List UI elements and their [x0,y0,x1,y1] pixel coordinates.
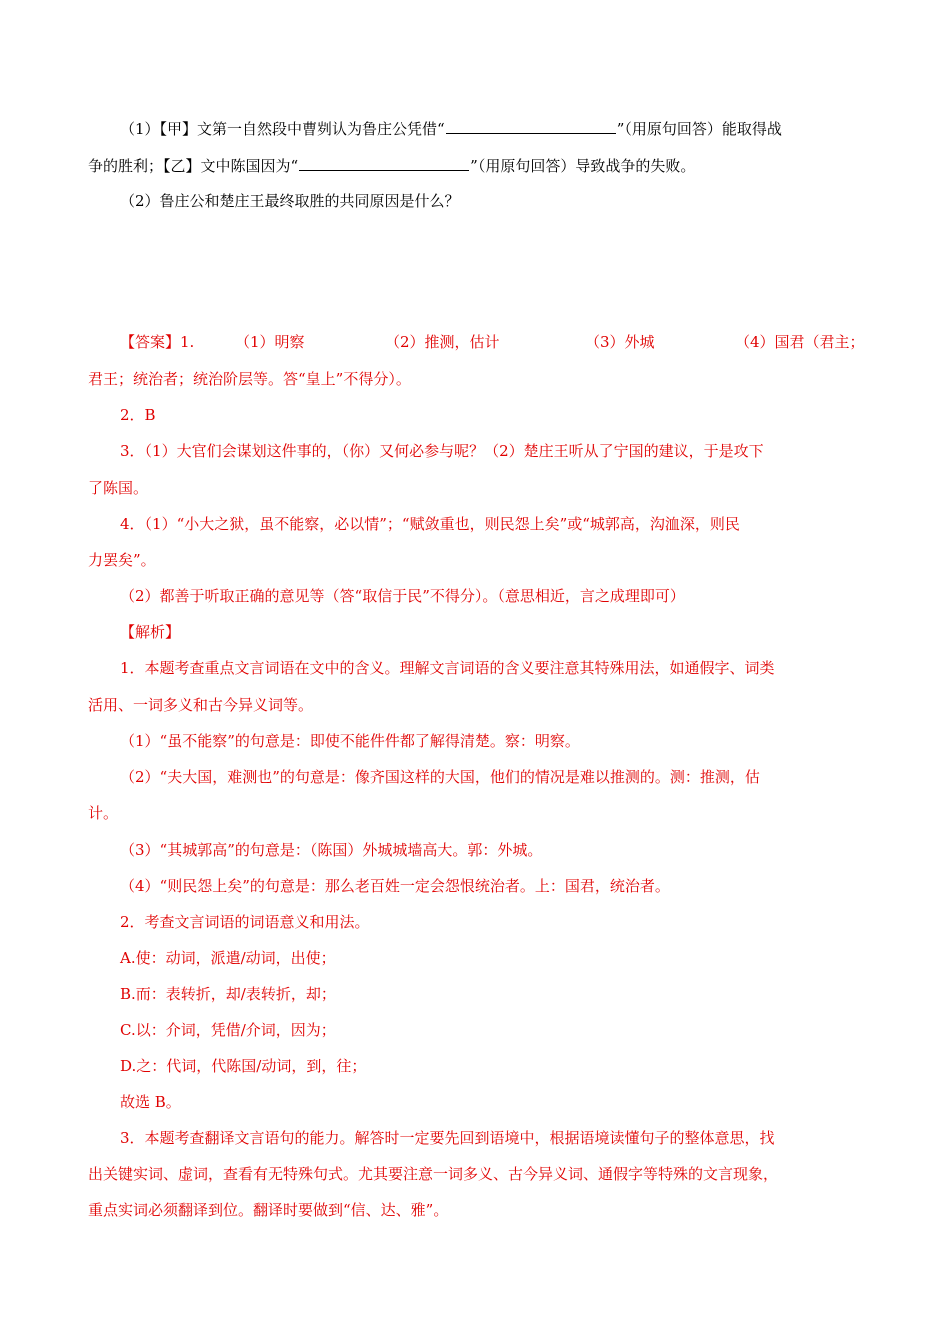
answer-blank [446,118,616,134]
answer-1-2: （2）推测，估计 [385,333,500,351]
analysis-1-a: （1）“虽不能察”的句意是：即使不能件件都了解得清楚。察：明察。 [120,732,580,750]
question-text: 争的胜利；【乙】文中陈国因为“ [88,157,299,175]
answer-line-1-cont: 君王；统治者；统治阶层等。答“皇上”不得分）。 [88,370,411,388]
analysis-2-d: D.之：代词，代陈国/动词，到，往； [120,1057,367,1075]
answer-4-line-3: （2）都善于听取正确的意见等（答“取信于民”不得分）。（意思相近，言之成理即可） [120,587,685,605]
analysis-3-line-3: 重点实词必须翻译到位。翻译时要做到“信、达、雅”。 [88,1201,449,1219]
analysis-label: 【解析】 [120,623,181,641]
answer-3-line-1: 3．（1）大官们会谋划这件事的，（你）又何必参与呢？（2）楚庄王听从了宁国的建议，于是攻下 [120,442,764,460]
answer-1-3: （3）外城 [585,333,655,351]
answer-1-4: （4）国君（君主； [735,333,865,351]
analysis-3-line-2: 出关键实词、虚词，查看有无特殊句式。尤其要注意一词多义、古今异义词、通假字等特殊的文言现象， [88,1165,779,1183]
analysis-1-c: （3）“其城郭高”的句意是：（陈国）外城城墙高大。郭：外城。 [120,841,543,859]
answer-4-line-1: 4．（1）“小大之狱，虽不能察，必以情”；“赋敛重也，则民怨上矣”或“城郭高，沟洫深，则民 [120,515,740,533]
question-text: （1）【甲】文第一自然段中曹刿认为鲁庄公凭借“ [120,120,445,138]
answer-1-1: （1）明察 [235,333,305,351]
analysis-1-d: （4）“则民怨上矣”的句意是：那么老百姓一定会怨恨统治者。上：国君，统治者。 [120,877,670,895]
answer-label: 【答案】1. [120,333,195,351]
answer-2: 2．B [120,406,156,424]
answer-blank [299,155,469,171]
answer-3-line-2: 了陈国。 [88,479,149,497]
analysis-3-line-1: 3．本题考查翻译文言语句的能力。解答时一定要先回到语境中，根据语境读懂句子的整体意思，找 [120,1129,775,1147]
question-1-line-2 [88,155,863,176]
analysis-1-b-line-1: （2）“夫大国，难测也”的句意是：像齐国这样的大国，他们的情况是难以推测的。测：推测，估 [120,768,760,786]
question-1-line-1 [120,118,863,139]
answer-line-1 [120,332,863,352]
analysis-2-a: A.使：动词，派遣/动词，出使； [120,949,336,967]
question-text: ”（用原句回答）导致战争的失败。 [470,157,696,175]
analysis-2-choice: 故选 B。 [120,1093,181,1111]
analysis-1-line-1: 1．本题考查重点文言词语在文中的含义。理解文言词语的含义要注意其特殊用法，如通假字、词类 [120,659,775,677]
analysis-2-c: C.以：介词，凭借/介词，因为； [120,1021,336,1039]
answer-4-line-2: 力罢矣”。 [88,551,156,569]
analysis-2-b: B.而：表转折，却/表转折，却； [120,985,336,1003]
analysis-1-line-2: 活用、一词多义和古今异义词等。 [88,696,314,714]
analysis-2-title: 2．考查文言词语的词语意义和用法。 [120,913,370,931]
question-2: （2）鲁庄公和楚庄王最终取胜的共同原因是什么？ [120,192,460,210]
analysis-1-b-line-2: 计。 [88,804,119,822]
question-text: ”（用原句回答）能取得战 [616,120,782,138]
